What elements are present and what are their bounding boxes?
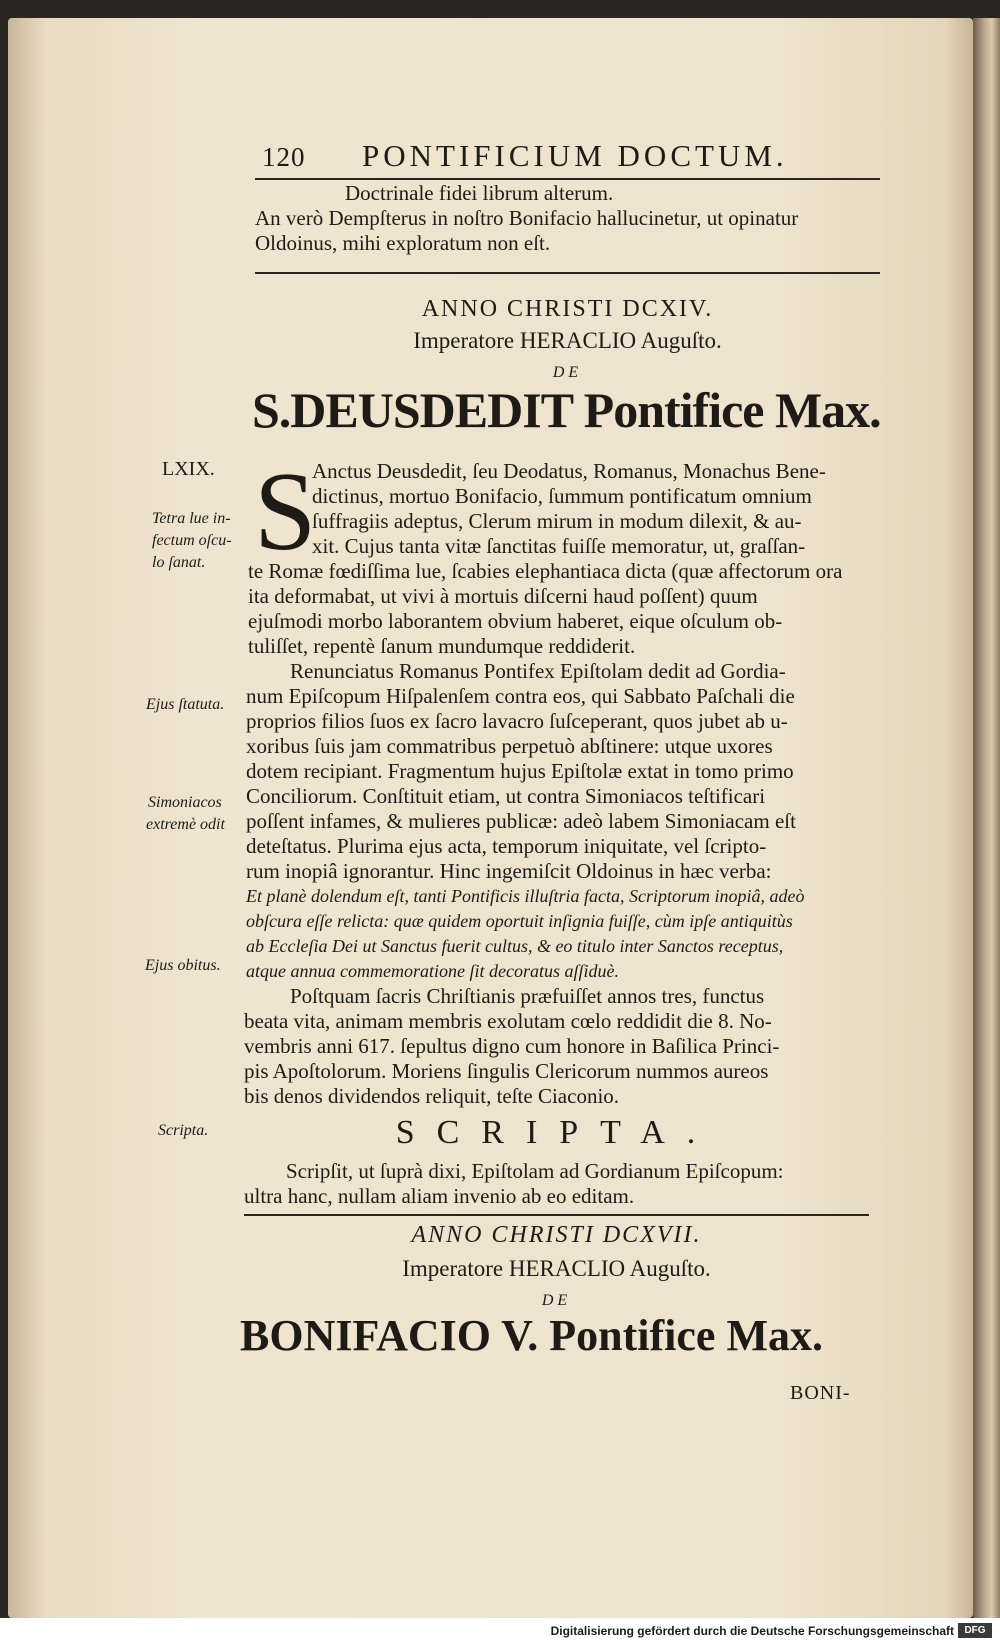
text-line-italic: ab Eccleſia Dei ut Sanctus fuerit cultus, & eo titulo inter Sanctos receptus, [246, 936, 784, 956]
text-line: Anctus Deusdedit, ſeu Deodatus, Romanus, Monachus Bene- [312, 459, 826, 483]
text-line: deteſtatus. Plurima ejus acta, temporum iniquitate, vel ſcripto- [246, 834, 767, 858]
running-title: PONTIFICIUM DOCTUM. [362, 138, 788, 173]
footer-bar [0, 1618, 1000, 1644]
text-line: Doctrinale fidei librum alterum. [345, 181, 614, 205]
margin-note: Ejus ſtatuta. [146, 696, 225, 713]
text-line: Scripſit, ut ſuprà dixi, Epiſtolam ad Gordianum Epiſcopum: [286, 1159, 784, 1183]
text-line-italic: obſcura eſſe relicta: quæ quidem oportuit inſignia fuiſſe, cùm ipſe antiquitùs [246, 911, 793, 931]
catchword: BONI- [790, 1382, 851, 1404]
margin-note: LXIX. [162, 458, 215, 480]
page-header [262, 138, 882, 180]
text-line-italic: atque annua commemoratione ſit decoratus aſſiduè. [246, 961, 619, 981]
margin-note: Simoniacos [148, 794, 222, 811]
text-line: ejuſmodi morbo laborantem obvium haberet, eique oſculum ob- [248, 609, 783, 633]
text-line: ſuffragiis adeptus, Clerum mirum in modum dilexit, & au- [312, 509, 802, 533]
section-rule [255, 272, 880, 274]
text-line: pis Apoſtolorum. Moriens ſingulis Clericorum nummos aureos [244, 1059, 769, 1083]
section-rule [244, 1214, 869, 1216]
footer-text: Digitalisierung gefördert durch die Deutsche Forschungsgemeinschaft [550, 1624, 954, 1638]
dfg-logo: DFG [958, 1623, 992, 1638]
text-line: te Romæ fœdiſſima lue, ſcabies elephantiaca dicta (quæ affectorum ora [248, 559, 843, 583]
margin-note: extremè odit [146, 816, 225, 833]
section-title: BONIFACIO V. Pontifice Max. [240, 1311, 823, 1360]
text-line: num Epiſcopum Hiſpalenſem contra eos, qui Sabbato Paſchali die [246, 684, 795, 708]
margin-note: Tetra lue in- [152, 510, 231, 527]
text-line: ita deformabat, ut vivi à mortuis diſcerni haud poſſent) quum [248, 584, 758, 608]
margin-note: lo ſanat. [152, 554, 206, 571]
text-line: bis denos dividendos reliquit, teſte Ciaconio. [244, 1084, 620, 1108]
text-line: tuliſſet, repentè ſanum mundumque reddiderit. [248, 634, 636, 658]
text-line: Oldoinus, mihi exploratum non eſt. [255, 231, 551, 255]
text-line: dotem recipiant. Fragmentum hujus Epiſtolæ extat in tomo primo [246, 759, 794, 783]
anno-heading: ANNO CHRISTI DCXIV. [421, 296, 714, 322]
text-line: proprios filios ſuos ex ſacro lavacro ſuſceperant, quos jubet ab u- [246, 709, 788, 733]
text-line: xit. Cujus tanta vitæ ſanctitas fuiſſe memoratur, ut, graſſan- [312, 534, 806, 558]
text-line: vembris anni 617. ſepultus digno cum honore in Baſilica Princi- [244, 1034, 780, 1058]
text-line: rum inopiâ ignorantur. Hinc ingemiſcit Oldoinus in hæc verba: [246, 859, 772, 883]
margin-note: Ejus obitus. [145, 957, 221, 974]
text-line: dictinus, mortuo Bonifacio, ſummum pontificatum omnium [312, 484, 812, 508]
drop-cap: S [254, 450, 317, 574]
scripta-heading: SCRIPTA. [395, 1114, 718, 1151]
section-title: S.DEUSDEDIT Pontifice Max. [252, 382, 881, 438]
text-line: xoribus ſuis jam commatribus perpetuò abſtinere: utque uxores [246, 734, 773, 758]
de-label: DE [541, 1292, 572, 1309]
text-line: beata vita, animam membris exolutam cœlo reddidit die 8. No- [244, 1009, 772, 1033]
text-line-italic: Et planè dolendum eſt, tanti Pontificis illuſtria facta, Scriptorum inopiâ, adeò [246, 886, 805, 906]
page-number: 120 [262, 142, 306, 172]
text-line: Renunciatus Romanus Pontifex Epiſtolam dedit ad Gordia- [290, 659, 786, 683]
anno-heading: ANNO CHRISTI DCXVII. [411, 1222, 702, 1248]
text-line: Conciliorum. Conſtituit etiam, ut contra Simoniacos teſtificari [246, 784, 766, 808]
margin-note: Scripta. [158, 1122, 209, 1139]
margin-note: fectum oſcu- [152, 532, 232, 549]
de-label: DE [552, 364, 583, 381]
text-line: Poſtquam ſacris Chriſtianis præfuiſſet annos tres, functus [290, 984, 765, 1008]
imperatore-heading: Imperatore HERACLIO Auguſto. [413, 328, 722, 353]
text-line: An verò Dempſterus in noſtro Bonifacio hallucinetur, ut opinatur [255, 206, 799, 230]
book-spine [973, 18, 1000, 1618]
text-line: poſſent infames, & mulieres publicæ: adeò labem Simoniacam eſt [246, 809, 796, 833]
text-line: ultra hanc, nullam aliam invenio ab eo editam. [244, 1184, 635, 1208]
imperatore-heading: Imperatore HERACLIO Auguſto. [402, 1256, 711, 1281]
